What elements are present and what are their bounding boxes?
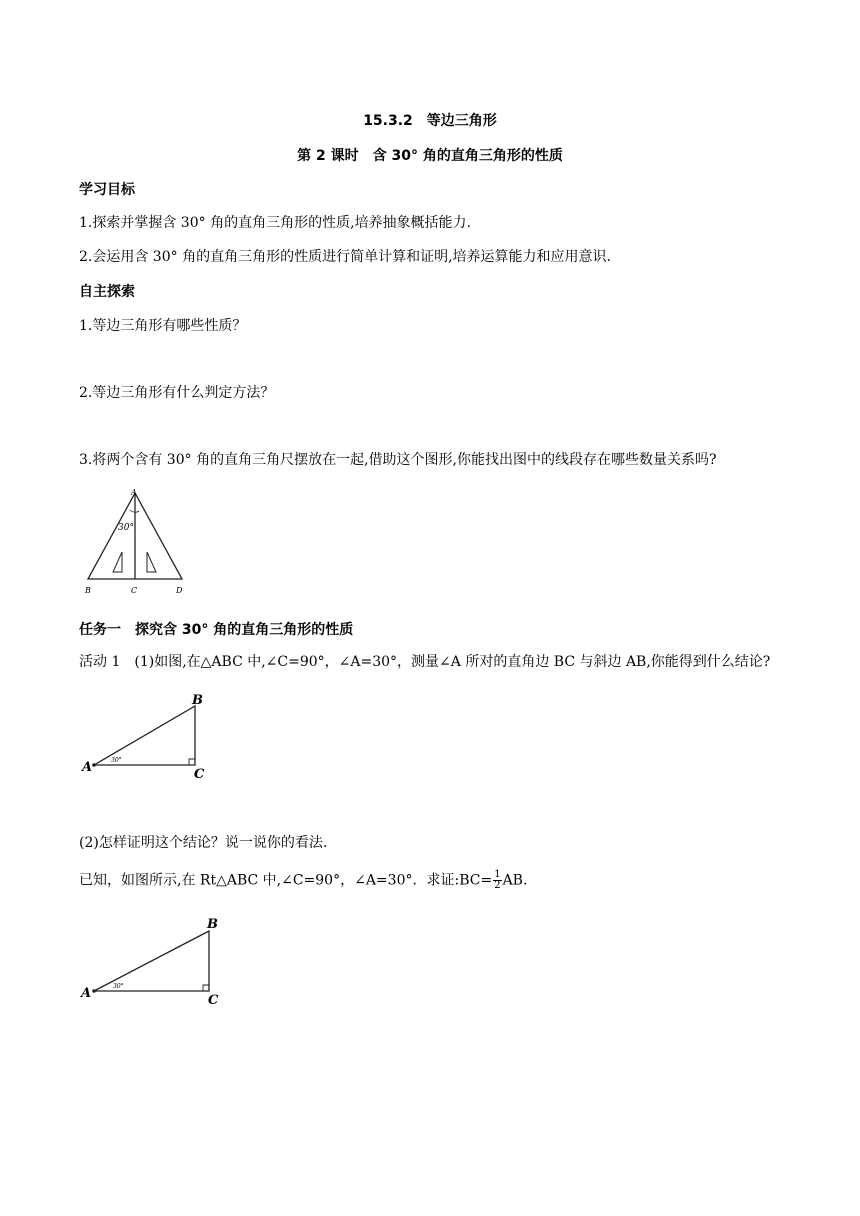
task1-heading: 任务一 探究含 30° 角的直角三角形的性质 bbox=[79, 622, 354, 638]
triangle-abc bbox=[94, 931, 209, 991]
point-a-label: A bbox=[82, 760, 93, 775]
explore-question-2: 2.等边三角形有什么判定方法？ bbox=[79, 385, 275, 401]
explore-question-1: 1.等边三角形有哪些性质？ bbox=[79, 318, 247, 334]
right-triangle-figure-2 bbox=[80, 916, 230, 1011]
fraction-numerator: 1 bbox=[494, 869, 501, 880]
explore-question-3: 3.将两个含有 30° 角的直角三角尺摆放在一起,借助这个图形,你能找出图中的线段存在哪些数量关系吗? bbox=[79, 452, 717, 468]
activity1-question: 活动 1 (1)如图,在△ABC 中,∠C=90°，∠A=30°，测量∠A 所对的直角边 BC 与斜边 AB,你能得到什么结论? bbox=[79, 654, 771, 670]
point-b-label: B bbox=[85, 586, 91, 595]
right-angle-mark bbox=[203, 985, 209, 991]
angle-label: 30° bbox=[113, 983, 124, 990]
point-a-label: A bbox=[81, 986, 92, 1001]
page-subtitle: 第 2 课时 含 30° 角的直角三角形的性质 bbox=[297, 148, 563, 164]
triangle-abc bbox=[94, 706, 195, 765]
point-c-label: C bbox=[131, 586, 138, 595]
given-statement bbox=[79, 870, 527, 891]
inner-hole-right bbox=[147, 552, 156, 572]
angle-label: 30° bbox=[111, 757, 122, 764]
fraction-denominator: 2 bbox=[494, 880, 501, 891]
given-text: 已知，如图所示,在 Rt△ABC 中,∠C=90°，∠A=30°．求证:BC= bbox=[79, 872, 493, 889]
point-d-label: D bbox=[176, 586, 183, 595]
vertex-a-dot bbox=[92, 989, 96, 993]
point-c-label: C bbox=[194, 767, 205, 782]
point-b-label: B bbox=[207, 917, 218, 932]
set-squares-figure bbox=[78, 486, 198, 598]
point-c-label: C bbox=[208, 993, 219, 1008]
point-b-label: B bbox=[192, 693, 203, 708]
right-triangle-figure-1 bbox=[80, 690, 220, 785]
objectives-heading: 学习目标 bbox=[79, 182, 135, 198]
objective-item-1: 1.探索并掌握含 30° 角的直角三角形的性质,培养抽象概括能力. bbox=[79, 215, 471, 231]
angle-label: 30° bbox=[118, 523, 134, 533]
one-half-fraction bbox=[493, 870, 501, 891]
inner-hole-left bbox=[113, 552, 122, 572]
proof-question: (2)怎样证明这个结论？说一说你的看法. bbox=[79, 835, 328, 851]
objective-item-2: 2.会运用含 30° 角的直角三角形的性质进行简单计算和证明,培养运算能力和应用意识. bbox=[79, 249, 611, 265]
vertex-a-dot bbox=[92, 763, 96, 767]
point-a-label: A bbox=[131, 488, 137, 497]
explore-heading: 自主探索 bbox=[79, 284, 135, 300]
given-suffix: AB. bbox=[502, 872, 528, 889]
page-title: 15.3.2 等边三角形 bbox=[363, 113, 497, 129]
right-angle-mark bbox=[189, 759, 195, 765]
